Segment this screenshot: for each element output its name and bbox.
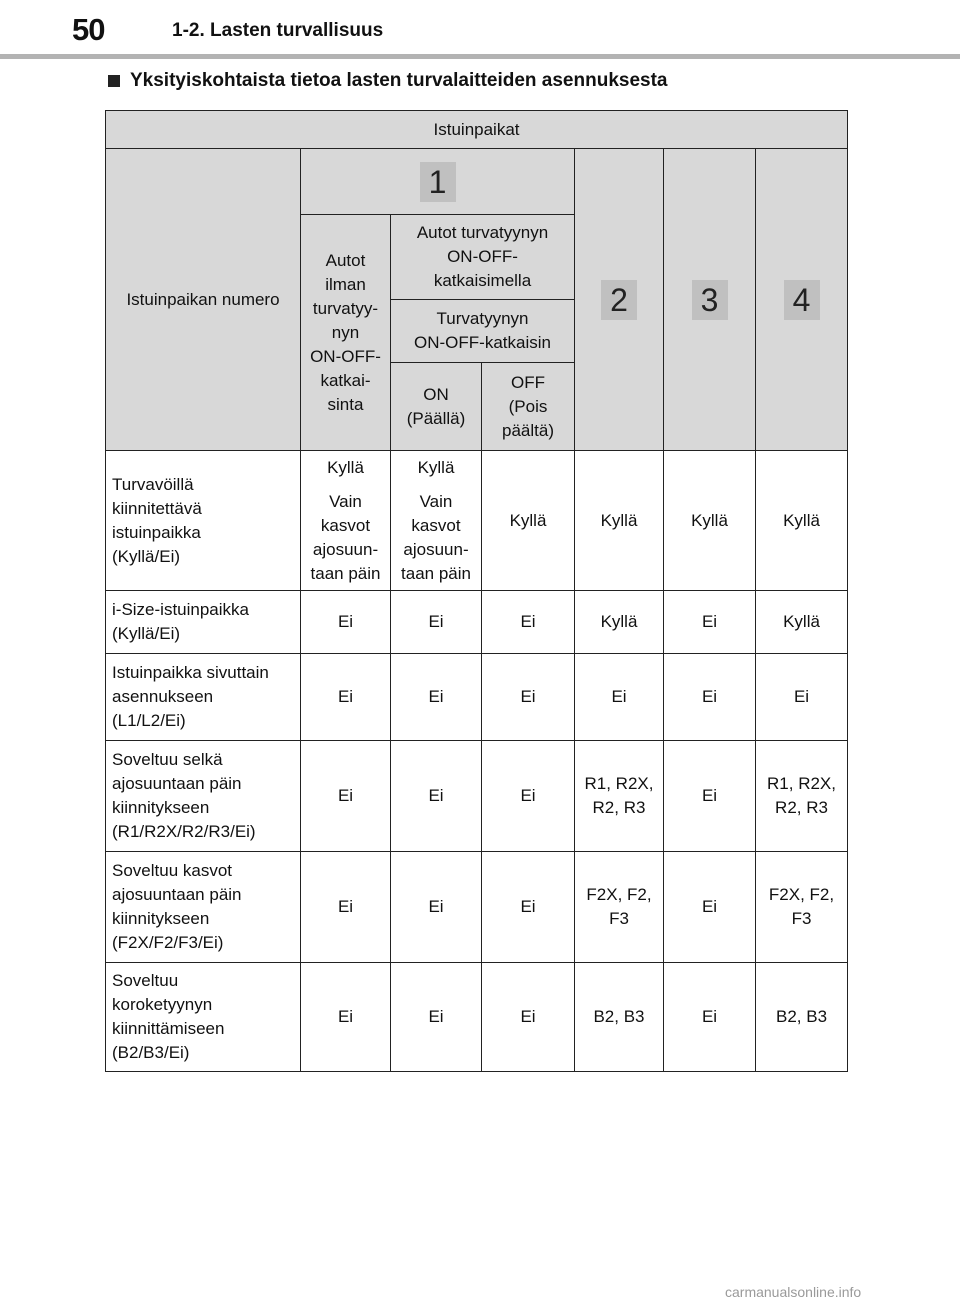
row-label: Soveltuu koroketyynyn kiinnittämiseen (B2/B3/Ei) (106, 963, 301, 1072)
header-seat-positions: Istuinpaikat (106, 111, 848, 149)
seat-installation-table (105, 110, 848, 1072)
cell-seat2: F2X, F2, F3 (575, 852, 664, 963)
cell-seat1-switch-off: Ei (482, 654, 575, 741)
cell-seat1-switch-on: Ei (391, 852, 482, 963)
cell-seat3: Kyllä (664, 451, 756, 591)
seat-3-badge: 3 (692, 280, 728, 320)
row-label: Turvavöillä kiinnitettävä istuinpaikka (Kyllä/Ei) (106, 451, 301, 591)
header-seat-1 (301, 149, 575, 215)
table-row (106, 963, 848, 1072)
header-without-switch: Autot ilman turvatyy- nyn ON-OFF- katkai- sinta (301, 215, 391, 451)
cell-seat3: Ei (664, 852, 756, 963)
header-airbag-switch: Turvatyynyn ON-OFF-katkaisin (391, 300, 575, 363)
cell-seat1-no-switch: Kyllä Vain kasvot ajosuun- taan päin (301, 451, 391, 591)
cell-seat1-no-switch: Ei (301, 654, 391, 741)
cell-seat1-no-switch: Ei (301, 852, 391, 963)
subheading-text: Yksityiskohtaista tietoa lasten turvalaitteiden asennuksesta (130, 70, 668, 91)
cell-seat2: Ei (575, 654, 664, 741)
cell-seat3: Ei (664, 654, 756, 741)
cell-seat1-switch-off: Ei (482, 591, 575, 654)
header-divider (160, 0, 162, 54)
cell-seat1-switch-off: Ei (482, 852, 575, 963)
table-row (106, 741, 848, 852)
table-row (106, 654, 848, 741)
cell-seat2: R1, R2X, R2, R3 (575, 741, 664, 852)
cell-seat1-switch-on: Ei (391, 963, 482, 1072)
cell-seat1-switch-on: Kyllä Vain kasvot ajosuun- taan päin (391, 451, 482, 591)
header-switch-off: OFF (Pois päältä) (482, 363, 575, 451)
cell-seat4: B2, B3 (756, 963, 848, 1072)
cell-seat2: Kyllä (575, 591, 664, 654)
cell-seat4: Kyllä (756, 451, 848, 591)
subheading (108, 70, 667, 92)
row-label: Istuinpaikka sivuttain asennukseen (L1/L2/Ei) (106, 654, 301, 741)
cell-seat3: Ei (664, 591, 756, 654)
header-switch-on: ON (Päällä) (391, 363, 482, 451)
cell-seat1-switch-on: Ei (391, 741, 482, 852)
row-label: Soveltuu kasvot ajosuuntaan päin kiinnitykseen (F2X/F2/F3/Ei) (106, 852, 301, 963)
cell-seat4: Kyllä (756, 591, 848, 654)
cell-seat1-switch-off: Ei (482, 963, 575, 1072)
table-row (106, 852, 848, 963)
header-with-switch: Autot turvatyynyn ON-OFF- katkaisimella (391, 215, 575, 300)
row-label: i-Size-istuinpaikka (Kyllä/Ei) (106, 591, 301, 654)
seat-2-badge: 2 (601, 280, 637, 320)
watermark: carmanualsonline.info (725, 1284, 862, 1300)
header-seat-4 (756, 149, 848, 451)
section-title: 1-2. Lasten turvallisuus (172, 20, 384, 41)
cell-seat3: Ei (664, 963, 756, 1072)
seat-1-badge: 1 (420, 162, 456, 202)
page-number: 50 (72, 12, 105, 47)
cell-seat1-switch-off: Ei (482, 741, 575, 852)
cell-seat1-switch-on: Ei (391, 591, 482, 654)
row-label: Soveltuu selkä ajosuuntaan päin kiinnitykseen (R1/R2X/R2/R3/Ei) (106, 741, 301, 852)
cell-seat2: Kyllä (575, 451, 664, 591)
cell-seat2: B2, B3 (575, 963, 664, 1072)
header-rule (0, 54, 960, 59)
cell-seat4: F2X, F2, F3 (756, 852, 848, 963)
cell-seat1-no-switch: Ei (301, 591, 391, 654)
table-row (106, 591, 848, 654)
cell-seat1-switch-on: Ei (391, 654, 482, 741)
cell-seat1-no-switch: Ei (301, 741, 391, 852)
header-seat-number: Istuinpaikan numero (106, 149, 301, 451)
page-header (0, 0, 960, 60)
header-seat-2 (575, 149, 664, 451)
table-row (106, 451, 848, 591)
cell-seat4: R1, R2X, R2, R3 (756, 741, 848, 852)
square-bullet-icon (108, 75, 120, 87)
cell-seat4: Ei (756, 654, 848, 741)
cell-seat1-switch-off: Kyllä (482, 451, 575, 591)
header-seat-3 (664, 149, 756, 451)
cell-seat3: Ei (664, 741, 756, 852)
cell-seat1-no-switch: Ei (301, 963, 391, 1072)
seat-4-badge: 4 (784, 280, 820, 320)
